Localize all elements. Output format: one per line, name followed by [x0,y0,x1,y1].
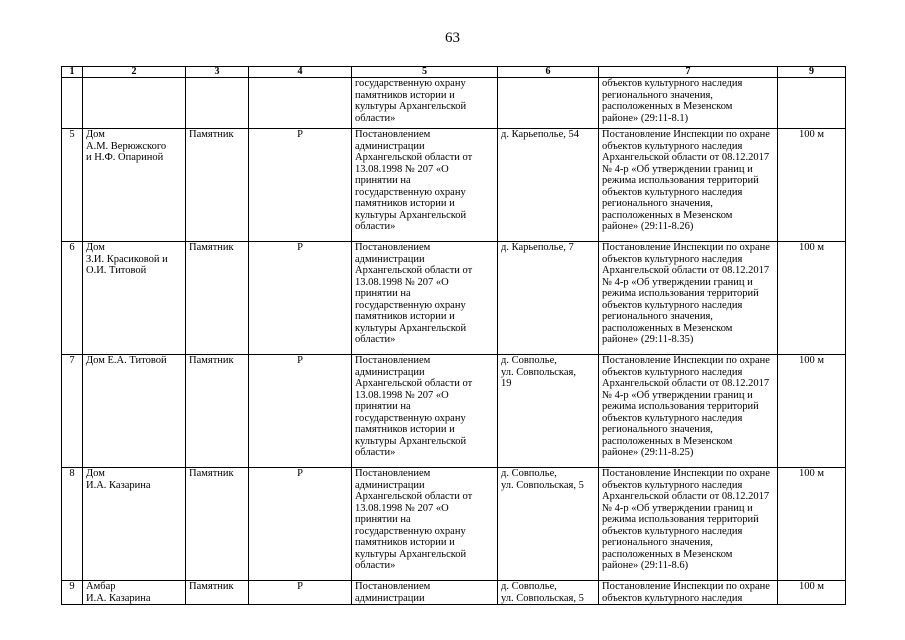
cell-name [83,78,186,129]
cell-category: Р [249,129,352,242]
table-row [62,468,846,581]
table-row [62,129,846,242]
cell-zone: 100 м [778,468,846,581]
header-col-2: 2 [83,67,186,78]
cell-name: Дом Е.А. Титовой [83,355,186,468]
cell-category: Р [249,355,352,468]
table-header-row [62,67,846,78]
header-col-9: 9 [778,67,846,78]
header-col-4: 4 [249,67,352,78]
cell-name: Дом З.И. Красиковой и О.И. Титовой [83,242,186,355]
header-col-3: 3 [186,67,249,78]
header-col-1: 1 [62,67,83,78]
header-col-5: 5 [352,67,498,78]
cell-type: Памятник [186,355,249,468]
cell-zone: 100 м [778,129,846,242]
table-row [62,355,846,468]
cell-category [249,78,352,129]
header-col-7: 7 [599,67,778,78]
cell-act: Постановлением администрации Архангельской области от 13.08.1998 № 207 «О принятии на государственную охрану памятников истории и культуры Архангельской области» [352,355,498,468]
cell-zone: 100 м [778,355,846,468]
table-row [62,242,846,355]
cell-address: д. Совполье, ул. Совпольская, 5 [498,468,599,581]
cell-num: 9 [62,581,83,605]
table-row [62,581,846,605]
cell-category: Р [249,581,352,605]
cell-name: Дом И.А. Казарина [83,468,186,581]
cell-address: д. Карьеполье, 7 [498,242,599,355]
cell-type: Памятник [186,129,249,242]
cell-num: 8 [62,468,83,581]
cell-act: государственную охрану памятников истории и культуры Архангельской области» [352,78,498,129]
cell-type: Памятник [186,468,249,581]
cell-address: д. Совполье, ул. Совпольская, 19 [498,355,599,468]
header-col-6: 6 [498,67,599,78]
cell-name: Амбар И.А. Казарина [83,581,186,605]
cell-num: 6 [62,242,83,355]
cell-num: 7 [62,355,83,468]
cell-protection: Постановление Инспекции по охране объектов культурного наследия Архангельской области от 08.12.2017 № 4-р «Об утверждении границ и режима использования территорий объектов культурного наследия регионального значения, расположенных в Мезенском районе» (29:11-8.25) [599,355,778,468]
cell-address [498,78,599,129]
cell-protection: объектов культурного наследия регионального значения, расположенных в Мезенском районе» (29:11-8.1) [599,78,778,129]
cell-protection: Постановление Инспекции по охране объектов культурного наследия [599,581,778,605]
cell-category: Р [249,242,352,355]
cell-act: Постановлением администрации Архангельской области от 13.08.1998 № 207 «О принятии на государственную охрану памятников истории и культуры Архангельской области» [352,468,498,581]
cell-num [62,78,83,129]
cell-type: Памятник [186,242,249,355]
cell-zone: 100 м [778,581,846,605]
page-number: 63 [445,30,460,46]
cell-zone: 100 м [778,242,846,355]
cell-address: д. Совполье, ул. Совпольская, 5 [498,581,599,605]
cell-protection: Постановление Инспекции по охране объектов культурного наследия Архангельской области от 08.12.2017 № 4-р «Об утверждении границ и режима использования территорий объектов культурного наследия регионального значения, расположенных в Мезенском районе» (29:11-8.6) [599,468,778,581]
cell-protection: Постановление Инспекции по охране объектов культурного наследия Архангельской области от 08.12.2017 № 4-р «Об утверждении границ и режима использования территорий объектов культурного наследия регионального значения, расположенных в Мезенском районе» (29:11-8.26) [599,129,778,242]
cell-name: Дом А.М. Верюжского и Н.Ф. Опариной [83,129,186,242]
heritage-table [61,66,846,605]
cell-category: Р [249,468,352,581]
cell-act: Постановлением администрации [352,581,498,605]
cell-protection: Постановление Инспекции по охране объектов культурного наследия Архангельской области от 08.12.2017 № 4-р «Об утверждении границ и режима использования территорий объектов культурного наследия регионального значения, расположенных в Мезенском районе» (29:11-8.35) [599,242,778,355]
cell-act: Постановлением администрации Архангельской области от 13.08.1998 № 207 «О принятии на государственную охрану памятников истории и культуры Архангельской области» [352,242,498,355]
cell-type: Памятник [186,581,249,605]
cell-num: 5 [62,129,83,242]
table-row [62,78,846,129]
cell-address: д. Карьеполье, 54 [498,129,599,242]
cell-type [186,78,249,129]
cell-zone [778,78,846,129]
cell-act: Постановлением администрации Архангельской области от 13.08.1998 № 207 «О принятии на государственную охрану памятников истории и культуры Архангельской области» [352,129,498,242]
